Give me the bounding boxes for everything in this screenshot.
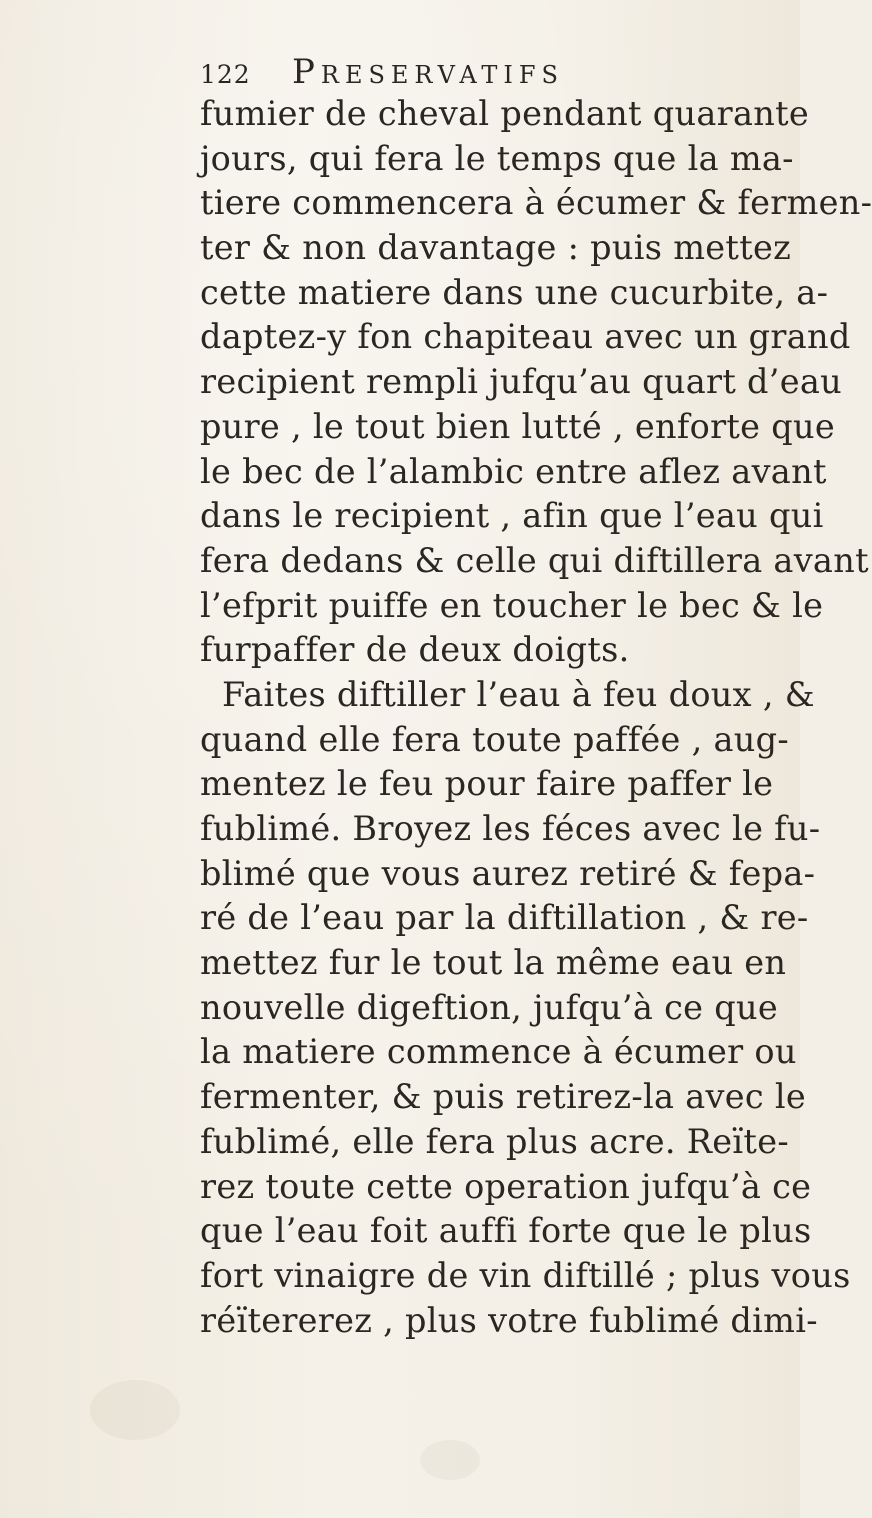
text-line: furpaffer de deux doigts. [200,630,630,670]
text-line: le bec de l’alambic entre aflez avant [200,451,827,491]
text-line: fublimé, elle fera plus acre. Reïte- [200,1121,789,1161]
text-line: ter & non davantage : puis mettez [200,228,792,268]
text-line: mentez le feu pour faire paffer le [200,764,774,804]
body-text [200,92,872,1343]
text-line: que l’eau foit auffi forte que le plus [200,1211,812,1251]
text-line: quand elle fera toute paffée , aug- [200,719,790,759]
text-line: fumier de cheval pendant quarante [200,94,809,133]
text-line: rez toute cette operation jufqu’à ce [200,1166,812,1206]
page-header [200,52,780,96]
text-line: la matiere commence à écumer ou [200,1032,797,1072]
text-line: pure , le tout bien lutté , enforte que [200,406,835,446]
running-head: Preservatifs [292,52,564,92]
text-line: nouvelle digeftion, jufqu’à ce que [200,987,778,1027]
text-line: fermenter, & puis retirez-la avec le [200,1077,806,1117]
text-line: cette matiere dans une cucurbite, a- [200,272,829,312]
paper-stain [90,1380,180,1440]
text-line: daptez-y fon chapiteau avec un grand [200,317,851,357]
text-line: réïtererez , plus votre fublimé dimi- [200,1300,818,1340]
text-line: dans le recipient , afin que l’eau qui [200,496,824,536]
text-line: tiere commencera à écumer & fermen- [200,183,872,223]
text-line: mettez fur le tout la même eau en [200,943,787,983]
text-line: blimé que vous aurez retiré & fepa- [200,853,816,893]
text-line: fublimé. Broyez les féces avec le fu- [200,809,821,848]
paper-stain [420,1440,480,1480]
text-line: jours, qui fera le temps que la ma- [200,138,794,178]
text-line: fort vinaigre de vin diftillé ; plus vous [200,1255,851,1295]
page-number: 122 [200,60,251,89]
text-line: ré de l’eau par la diftillation , & re- [200,898,809,938]
text-line: Faites diftiller l’eau à feu doux , & [222,674,815,714]
text-line: recipient rempli jufqu’au quart d’eau [200,362,843,402]
text-line: fera dedans & celle qui diftillera avant [200,540,869,580]
text-line: l’efprit puiffe en toucher le bec & le [200,585,824,625]
